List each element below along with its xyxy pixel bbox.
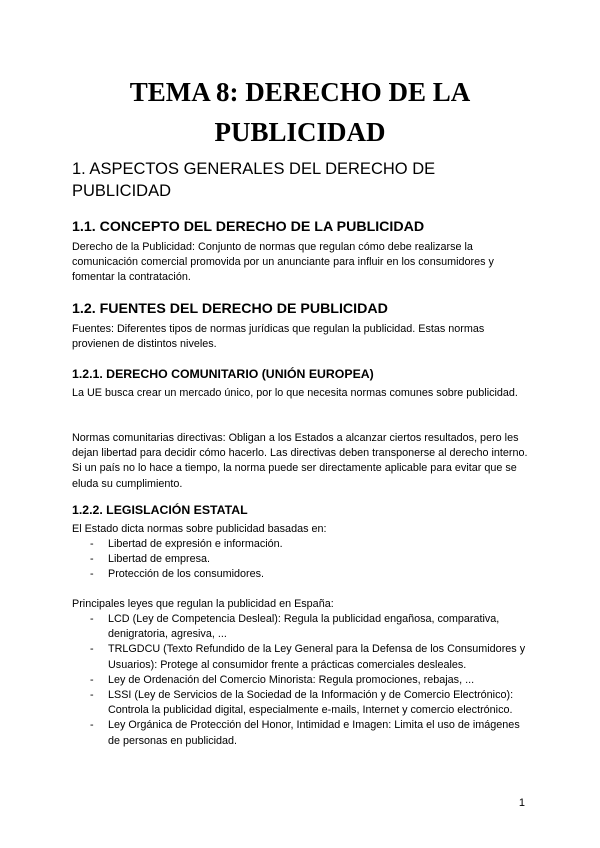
dash-marker: - bbox=[90, 689, 94, 702]
list-item bbox=[72, 718, 534, 748]
laws-list bbox=[72, 612, 534, 749]
list-item bbox=[72, 537, 534, 552]
dash-marker: - bbox=[90, 613, 94, 625]
dash-marker: - bbox=[90, 538, 94, 550]
dash-marker: - bbox=[90, 673, 94, 686]
list-item-text: Libertad de expresión e información. bbox=[108, 538, 283, 550]
list-item bbox=[72, 567, 534, 582]
list-item bbox=[72, 552, 534, 567]
page-number: 1 bbox=[518, 797, 525, 809]
list-item bbox=[72, 612, 534, 642]
section-1-2-1-heading: 1.2.1. DERECHO COMUNITARIO (UNIÓN EUROPEA) bbox=[72, 367, 374, 381]
list-item bbox=[72, 688, 534, 718]
list-item-text: Protección de los consumidores. bbox=[108, 568, 265, 581]
list-item-text: LSSI (Ley de Servicios de la Sociedad de la Información y de Comercio Electrónico): Controla la publicidad digital, especialmente e-mails, Internet y comercio electrónico. bbox=[108, 689, 514, 717]
dash-marker: - bbox=[90, 553, 94, 566]
list-item-text: TRLGDCU (Texto Refundido de la Ley General para la Defensa de los Consumidores y Usuarios): Protege al consumidor frente a prácticas comerciales desleales. bbox=[108, 643, 526, 671]
section-1-2-1-text-2: Normas comunitarias directivas: Obligan a los Estados a alcanzar ciertos resultados, pero les dejan libertad para decidir cómo hacerlo. Las directivas deben transponerse al derecho interno. Si un país no lo hace a tiempo, la norma puede ser directamente aplicable para evitar que se eluda su cumplimiento. bbox=[72, 432, 528, 490]
list-item bbox=[72, 642, 534, 672]
list-item-text: Ley Orgánica de Protección del Honor, Intimidad e Imagen: Limita el uso de imágenes de personas en publicidad. bbox=[108, 719, 520, 747]
section-1-2-text: Fuentes: Diferentes tipos de normas jurídicas que regulan la publicidad. Estas normas provienen de distintos niveles. bbox=[72, 323, 485, 351]
section-1-1-text: Derecho de la Publicidad: Conjunto de normas que regulan cómo debe realizarse la comunicación comercial promovida por un anunciante para influir en los consumidores y fomentar la contratación. bbox=[72, 241, 494, 284]
section-1-2-2-intro: El Estado dicta normas sobre publicidad basadas en: bbox=[72, 523, 327, 535]
list-item-text: LCD (Ley de Competencia Desleal): Regula la publicidad engañosa, comparativa, denigratoria, agresiva, ... bbox=[108, 613, 500, 641]
section-1-1-heading: 1.1. CONCEPTO DEL DERECHO DE LA PUBLICIDAD bbox=[72, 219, 425, 235]
section-1-2-2-heading: 1.2.2. LEGISLACIÓN ESTATAL bbox=[72, 503, 248, 517]
dash-marker: - bbox=[90, 568, 94, 581]
dash-marker: - bbox=[90, 643, 94, 656]
section-1-2-heading: 1.2. FUENTES DEL DERECHO DE PUBLICIDAD bbox=[72, 301, 388, 317]
list-item-text: Libertad de empresa. bbox=[108, 553, 211, 566]
section-1-heading: 1. ASPECTOS GENERALES DEL DERECHO DE PUBLICIDAD bbox=[72, 160, 436, 200]
list-item bbox=[72, 673, 534, 688]
dash-marker: - bbox=[90, 719, 94, 732]
document-title: TEMA 8: DERECHO DE LA PUBLICIDAD bbox=[129, 77, 471, 147]
list-item-text: Ley de Ordenación del Comercio Minorista: Regula promociones, rebajas, ... bbox=[108, 673, 475, 686]
laws-intro: Principales leyes que regulan la publicidad en España: bbox=[72, 598, 334, 610]
section-1-2-1-text-1: La UE busca crear un mercado único, por lo que necesita normas comunes sobre publicidad. bbox=[72, 387, 518, 399]
bases-list bbox=[72, 537, 534, 583]
